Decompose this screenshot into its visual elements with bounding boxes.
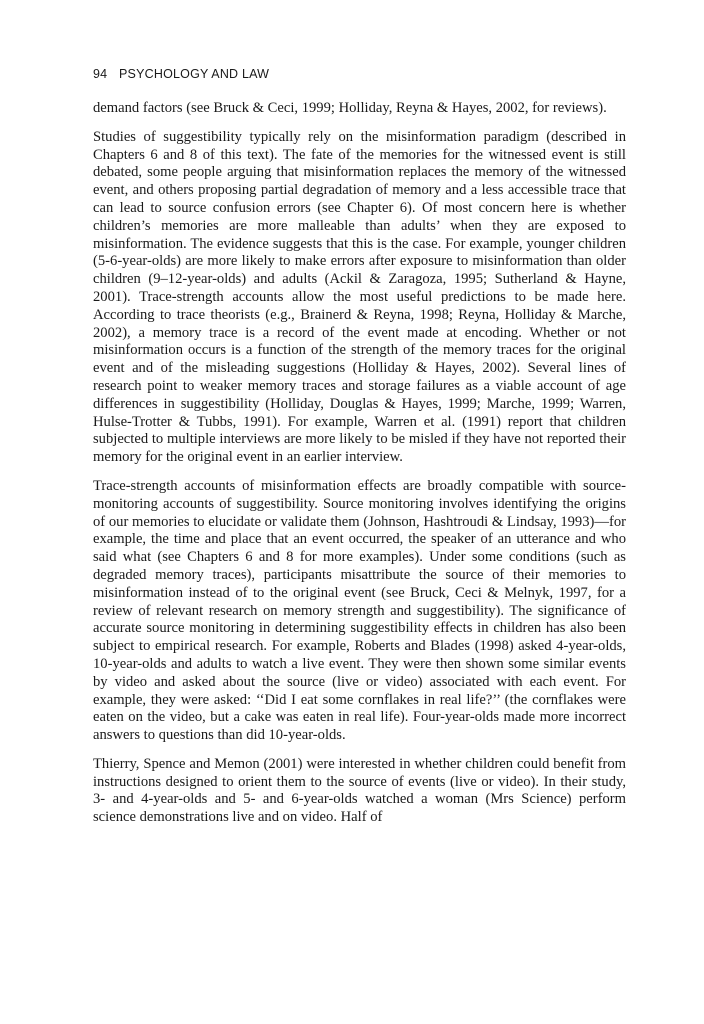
paragraph-thierry-study: Thierry, Spence and Memon (2001) were interested in whether children could benefit from instructions designed to orient them to the source of events (live or video). In their study, 3- and 4-year-olds and 5- and 6-year-olds watched a woman (Mrs Science) perform science demonstrations live and on video. Half of	[93, 755, 626, 826]
paragraph-trace-strength: Trace-strength accounts of misinformation effects are broadly compatible with source-monitoring accounts of suggestibility. Source monitoring involves identifying the origins of our memories to elucidate or validate them (Johnson, Hashtroudi & Lindsay, 1993)—for example, the time and place that an event occurred, the speaker of an utterance and who said what (see Chapters 6 and 8 for more examples). Under some conditions (such as degraded memory traces), participants misattribute the source of their memories to misinformation instead of to the original event (see Bruck, Ceci & Melnyk, 1997, for a review of relevant research on memory strength and suggestibility). The significance of accurate source monitoring in determining suggestibility effects in children has also been subject to empirical research. For example, Roberts and Blades (1998) asked 4-year-olds, 10-year-olds and adults to watch a live event. They were then shown some similar events by video and asked about the source (live or video) associated with each event. For example, they were asked: ‘‘Did I eat some cornflakes in real life?’’ (the cornflakes were eaten on the video, but a cake was eaten in real life). Four-year-olds made more incorrect answers to questions than did 10-year-olds.	[93, 477, 626, 744]
paragraph-suggestibility-studies: Studies of suggestibility typically rely on the misinformation paradigm (described in Chapters 6 and 8 of this text). The fate of the memories for the witnessed event is still debated, some people arguing that misinformation replaces the memory of the witnessed event, and others proposing partial degradation of memory and a less accessible trace that can lead to source confusion errors (see Chapter 6). Of most concern here is whether children’s memories are more malleable than adults’ when they are exposed to misinformation. The evidence suggests that this is the case. For example, younger children (5-6-year-olds) are more likely to make errors after exposure to misinformation than older children (9–12-year-olds) and adults (Ackil & Zaragoza, 1995; Sutherland & Hayne, 2001). Trace-strength accounts allow the most useful predictions to be made here. According to trace theorists (e.g., Brainerd & Reyna, 1998; Reyna, Holliday & Marche, 2002), a memory trace is a record of the event made at encoding. Whether or not misinformation occurs is a function of the strength of the memory traces for the original event and of the misleading suggestions (Holliday & Hayes, 2002). Several lines of research point to weaker memory traces and storage failures as a viable account of age differences in suggestibility (Holliday, Douglas & Hayes, 1999; Marche, 1999; Warren, Hulse-Trotter & Tubbs, 1991). For example, Warren et al. (1991) report that children subjected to multiple interviews are more likely to be misled if they have not reported their memory for the original event in an earlier interview.	[93, 128, 626, 466]
running-title: PSYCHOLOGY AND LAW	[119, 67, 270, 81]
running-head	[93, 64, 626, 84]
paragraph-continuation: demand factors (see Bruck & Ceci, 1999; Holliday, Reyna & Hayes, 2002, for reviews).	[93, 100, 607, 116]
page-number: 94	[93, 67, 108, 81]
book-page	[93, 64, 626, 838]
body-text	[93, 100, 626, 827]
